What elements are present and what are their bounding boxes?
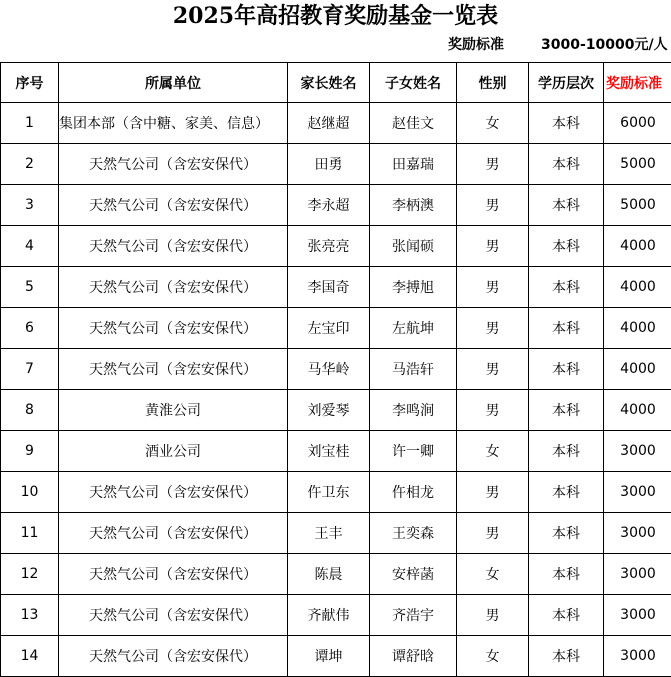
row-unit: 天然气公司（含宏安保代）	[59, 513, 288, 554]
header-education: 学历层次	[529, 63, 604, 103]
row-index: 13	[1, 595, 59, 636]
row-education: 本科	[529, 144, 604, 185]
row-index: 2	[1, 144, 59, 185]
row-parent-name: 田勇	[288, 144, 370, 185]
table-row	[1, 267, 671, 308]
row-index: 6	[1, 308, 59, 349]
row-parent-name: 张亮亮	[288, 226, 370, 267]
row-child-name: 李柄澳	[370, 185, 457, 226]
table-row	[1, 226, 671, 267]
row-parent-name: 左宝印	[288, 308, 370, 349]
row-child-name: 张闻硕	[370, 226, 457, 267]
row-education: 本科	[529, 226, 604, 267]
table-row	[1, 513, 671, 554]
table-row	[1, 144, 671, 185]
row-education: 本科	[529, 185, 604, 226]
row-unit: 黄淮公司	[59, 390, 288, 431]
row-index: 12	[1, 554, 59, 595]
header-child-name: 子女姓名	[370, 63, 457, 103]
row-parent-name: 陈晨	[288, 554, 370, 595]
row-gender: 男	[457, 226, 529, 267]
row-gender: 男	[457, 390, 529, 431]
header-unit: 所属单位	[59, 63, 288, 103]
row-award: 3000	[604, 431, 671, 472]
row-award: 4000	[604, 308, 671, 349]
table-row	[1, 595, 671, 636]
row-gender: 男	[457, 472, 529, 513]
row-unit: 天然气公司（含宏安保代）	[59, 349, 288, 390]
row-child-name: 齐浩宇	[370, 595, 457, 636]
table-row	[1, 636, 671, 677]
row-parent-name: 马华岭	[288, 349, 370, 390]
row-child-name: 马浩轩	[370, 349, 457, 390]
row-award: 3000	[604, 513, 671, 554]
row-education: 本科	[529, 390, 604, 431]
standard-value: 3000-10000元/人	[541, 34, 668, 56]
header-gender: 性别	[457, 63, 529, 103]
row-education: 本科	[529, 431, 604, 472]
row-unit: 天然气公司（含宏安保代）	[59, 472, 288, 513]
row-parent-name: 王丰	[288, 513, 370, 554]
row-award: 5000	[604, 185, 671, 226]
row-gender: 男	[457, 185, 529, 226]
table-row	[1, 308, 671, 349]
row-education: 本科	[529, 472, 604, 513]
row-index: 1	[1, 103, 59, 144]
row-index: 8	[1, 390, 59, 431]
row-award: 3000	[604, 472, 671, 513]
row-award: 3000	[604, 595, 671, 636]
header-parent-name: 家长姓名	[288, 63, 370, 103]
row-gender: 男	[457, 349, 529, 390]
row-child-name: 王奕森	[370, 513, 457, 554]
row-child-name: 李搏旭	[370, 267, 457, 308]
header-index: 序号	[1, 63, 59, 103]
row-gender: 男	[457, 513, 529, 554]
row-award: 5000	[604, 144, 671, 185]
row-index: 4	[1, 226, 59, 267]
row-parent-name: 赵继超	[288, 103, 370, 144]
page-title: 2025年高招教育奖励基金一览表	[0, 0, 671, 32]
row-award: 6000	[604, 103, 671, 144]
row-child-name: 李鸣涧	[370, 390, 457, 431]
row-child-name: 左航坤	[370, 308, 457, 349]
row-parent-name: 仵卫东	[288, 472, 370, 513]
standard-label: 奖励标准	[448, 34, 504, 56]
row-index: 9	[1, 431, 59, 472]
table-row	[1, 185, 671, 226]
table-row	[1, 390, 671, 431]
row-child-name: 赵佳文	[370, 103, 457, 144]
row-award: 4000	[604, 390, 671, 431]
row-education: 本科	[529, 595, 604, 636]
row-gender: 男	[457, 267, 529, 308]
row-unit: 集团本部（含中糖、家美、信息）	[59, 103, 288, 144]
row-unit: 天然气公司（含宏安保代）	[59, 226, 288, 267]
row-gender: 男	[457, 144, 529, 185]
row-unit: 天然气公司（含宏安保代）	[59, 267, 288, 308]
row-index: 10	[1, 472, 59, 513]
row-unit: 天然气公司（含宏安保代）	[59, 554, 288, 595]
row-unit: 酒业公司	[59, 431, 288, 472]
row-index: 7	[1, 349, 59, 390]
row-parent-name: 刘爱琴	[288, 390, 370, 431]
row-child-name: 仵相龙	[370, 472, 457, 513]
award-table	[0, 62, 671, 677]
row-unit: 天然气公司（含宏安保代）	[59, 144, 288, 185]
row-gender: 女	[457, 431, 529, 472]
row-child-name: 许一卿	[370, 431, 457, 472]
row-award: 4000	[604, 349, 671, 390]
row-education: 本科	[529, 103, 604, 144]
row-index: 14	[1, 636, 59, 677]
row-education: 本科	[529, 513, 604, 554]
row-education: 本科	[529, 308, 604, 349]
row-award: 4000	[604, 267, 671, 308]
row-education: 本科	[529, 349, 604, 390]
row-index: 11	[1, 513, 59, 554]
row-index: 5	[1, 267, 59, 308]
header-award: 奖励标准	[604, 63, 671, 103]
row-education: 本科	[529, 267, 604, 308]
row-education: 本科	[529, 636, 604, 677]
row-child-name: 安梓菡	[370, 554, 457, 595]
row-unit: 天然气公司（含宏安保代）	[59, 636, 288, 677]
row-award: 3000	[604, 554, 671, 595]
row-parent-name: 李永超	[288, 185, 370, 226]
row-unit: 天然气公司（含宏安保代）	[59, 308, 288, 349]
row-education: 本科	[529, 554, 604, 595]
row-parent-name: 谭坤	[288, 636, 370, 677]
row-parent-name: 李国奇	[288, 267, 370, 308]
row-gender: 女	[457, 103, 529, 144]
table-row	[1, 472, 671, 513]
row-index: 3	[1, 185, 59, 226]
row-gender: 男	[457, 595, 529, 636]
row-child-name: 谭舒晗	[370, 636, 457, 677]
row-award: 3000	[604, 636, 671, 677]
row-unit: 天然气公司（含宏安保代）	[59, 595, 288, 636]
row-child-name: 田嘉瑞	[370, 144, 457, 185]
table-row	[1, 431, 671, 472]
table-row	[1, 349, 671, 390]
row-gender: 女	[457, 554, 529, 595]
table-row	[1, 103, 671, 144]
row-unit: 天然气公司（含宏安保代）	[59, 185, 288, 226]
row-parent-name: 齐献伟	[288, 595, 370, 636]
table-header-row	[1, 63, 671, 103]
row-award: 4000	[604, 226, 671, 267]
table-row	[1, 554, 671, 595]
row-gender: 男	[457, 308, 529, 349]
row-parent-name: 刘宝桂	[288, 431, 370, 472]
row-gender: 女	[457, 636, 529, 677]
